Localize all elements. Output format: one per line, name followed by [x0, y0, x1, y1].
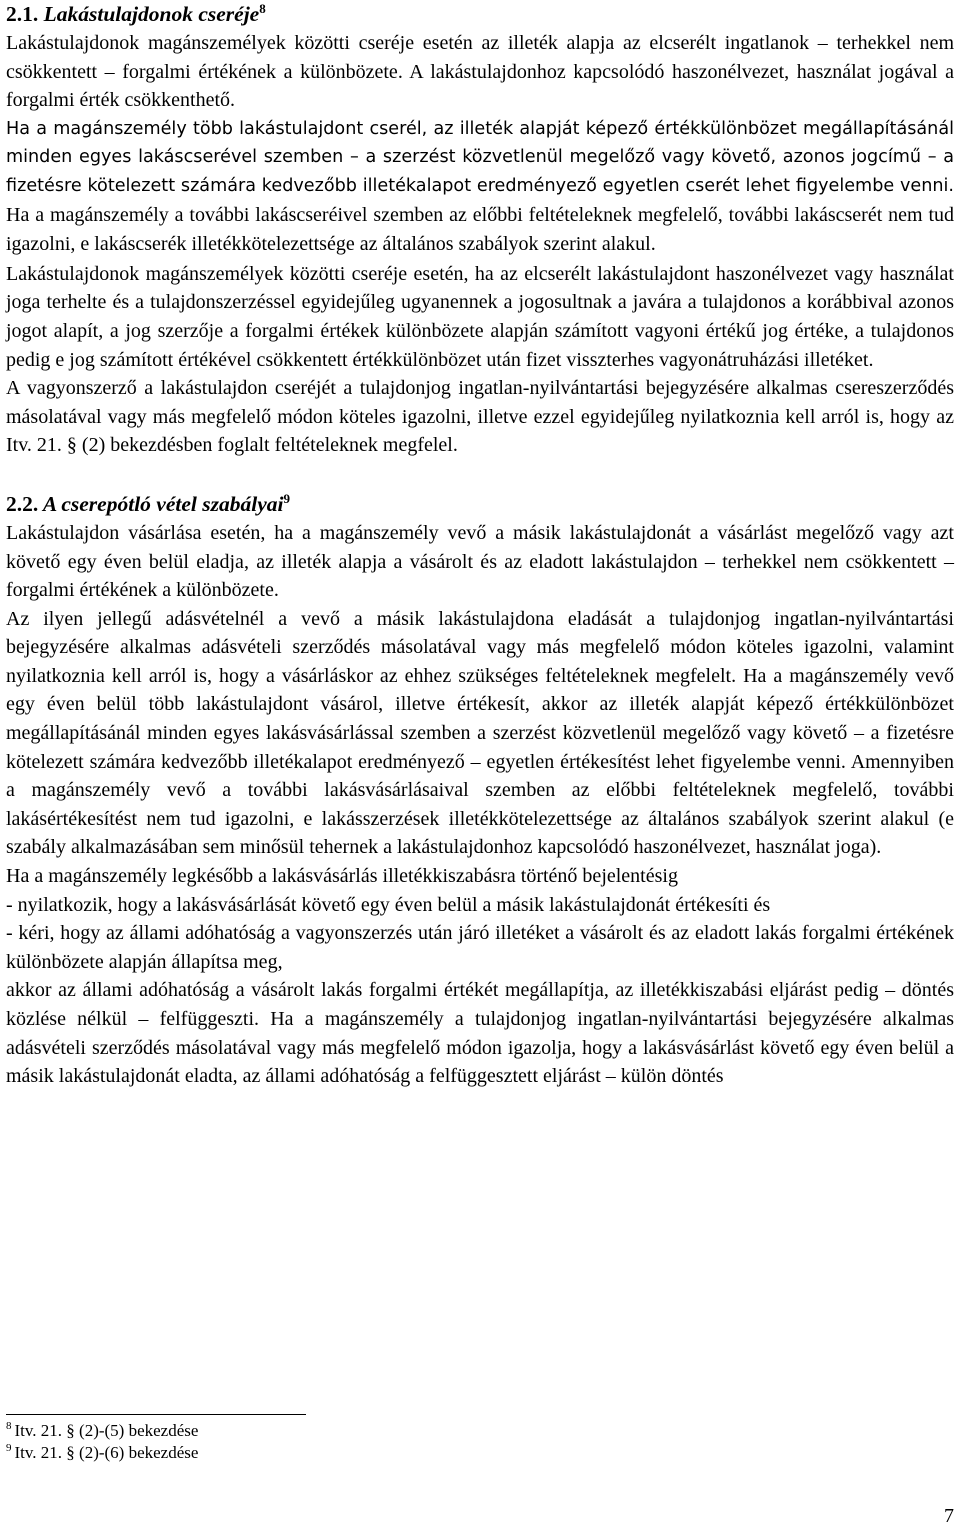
- sentence: Amennyiben a magánszemély vevő a további lakásvásárlásaival szemben az előbbi feltételeknek megfelelő, további lakásértékesítést nem tud igazolni, e lakásszerzések illetékkötelezettsége az általános szabályok szerint alakul (e szabály alkalmazásában sem minősül tehernek a lakástulajdonhoz kapcsolódó haszonélvezet, használat joga).: [6, 750, 954, 859]
- section-title: A cserepótló vétel szabályai: [42, 491, 284, 516]
- list-item: - kéri, hogy az állami adóhatóság a vagyonszerzés után járó illetéket a vásárolt és az eladott lakás forgalmi értékének különbözete alapján állapítsa meg,: [6, 922, 954, 973]
- section-number: 2.1.: [6, 2, 39, 26]
- sentence: Ha a magánszemély a további lakáscseréivel szemben az előbbi feltételeknek megfelelő, további lakáscserét nem tud igazolni, e lakáscserék illetékkötelezettsége az általános szabályok szerint alakul.: [6, 203, 954, 256]
- sentence: Ha a magánszemély vevő egy éven belül több lakástulajdont vásárol, illetve értékesít, akkor az illeték alapját képező értékkülönbözet megállapításánál minden egyes lakásvásárlással szemben a szerzést közvetlenül megelőző vagy követő – a fizetésre kötelezett számára kedvezőbb illetékalapot eredményező – egyetlen értékesítést lehet figyelembe venni.: [6, 664, 955, 773]
- sentence: Ha a magánszemély több lakástulajdont cserél, az illeték alapját képező értékkülönbözet megállapításánál minden egyes lakáscserével szemben – a szerzést közvetlenül megelőző vagy követő, azonos jogcímű – a fizetésre kötelezett számára kedvezőbb illetékalapot eredményező egyetlen cserét lehet figyelembe venni.: [6, 118, 954, 196]
- section-title: Lakástulajdonok cseréje: [43, 2, 260, 26]
- footnote-text: Itv. 21. § (2)-(5) bekezdése: [14, 1421, 199, 1440]
- paragraph: Lakástulajdonok magánszemélyek közötti cseréje esetén az illeték alapja az elcserélt ingatlanok – terhekkel nem csökkentett – forgalmi értékének a különbözete. A lakástulajdonhoz kapcsolódó haszonélvezet, használat jogával a forgalmi érték csökkenthető.: [6, 32, 954, 112]
- paragraph: Ha a magánszemély legkésőbb a lakásvásárlás illetékkiszabásra történő bejelentésig: [6, 865, 678, 888]
- sentence: Ha a magánszemély a tulajdonjog ingatlan-nyilvántartási bejegyzésére alkalmas adásvételi szerződés másolatával vagy más megfelelő módon igazolja, hogy a lakásvásárlást követő egy éven belül a másik lakástulajdonát eladta, az állami adóhatóság a felfüggesztett eljárást – külön döntés: [6, 1008, 954, 1088]
- footnotes: [6, 1420, 198, 1464]
- sentence: akkor az állami adóhatóság a vásárolt lakás forgalmi értékét megállapítja, az illetékkiszabási eljárást pedig – döntés közlése nélkül – felfüggeszti.: [6, 979, 954, 1030]
- footnote: [6, 1420, 198, 1442]
- paragraph: A vagyonszerző a lakástulajdon cseréjét a tulajdonjog ingatlan-nyilvántartási bejegyzésére alkalmas csereszerződés másolatával vagy más megfelelő módon köteles igazolni, illetve ezzel egyidejűleg nyilatkoznia kell arról is, hogy az Itv. 21. § (2) bekezdésben foglalt feltételeknek megfelel.: [6, 377, 954, 457]
- section-heading-2-2: [6, 490, 954, 519]
- paragraph: [6, 976, 954, 1090]
- paragraph: Lakástulajdon vásárlása esetén, ha a magánszemély vevő a másik lakástulajdonát a vásárlást megelőző vagy azt követő egy éven belül eladja, az illeték alapja a vásárolt és az eladott lakástulajdon – terhekkel nem csökkentett – forgalmi értékének a különbözete.: [6, 521, 954, 602]
- section-number: 2.2.: [6, 491, 39, 516]
- footnote-ref[interactable]: 8: [259, 0, 266, 16]
- document-page: [6, 0, 954, 1091]
- footnote: [6, 1442, 198, 1464]
- list-item: - nyilatkozik, hogy a lakásvásárlását követő egy éven belül a másik lakástulajdonát értékesíti és: [6, 893, 771, 916]
- footnote-divider: [6, 1414, 306, 1415]
- footnote-number: 9: [6, 1442, 12, 1455]
- section-heading-2-1: [6, 0, 954, 29]
- paragraph: Lakástulajdonok magánszemélyek közötti cseréje esetén, ha az elcserélt lakástulajdont haszonélvezet vagy használat joga terhelte és a tulajdonszerzéssel egyidejűleg ugyanennek a jogosultnak a javára a tulajdonos a korábbival azonos jogot alapít, a jog szerzője a forgalmi értékek különbözete alapján számított vagyoni értékű jog értéke, a tulajdonos pedig e jog számított értékével csökkentett értékkülönbözet után fizet visszterhes vagyonátruházási illetéket.: [6, 262, 954, 371]
- paragraph: [6, 115, 954, 260]
- footnote-text: Itv. 21. § (2)-(6) bekezdése: [14, 1443, 199, 1462]
- sentence: Az ilyen jellegű adásvételnél a vevő a másik lakástulajdona eladását a tulajdonjog ingatlan-nyilvántartási bejegyzésére alkalmas adásvételi szerződés másolatával vagy más megfelelő módon köteles igazolni, valamint nyilatkoznia kell arról is, hogy a vásárláskor az ehhez szükséges feltételeknek megfelelt.: [6, 607, 954, 687]
- footnote-ref[interactable]: 9: [283, 490, 290, 506]
- page-number: 7: [944, 1505, 954, 1527]
- paragraph: [6, 605, 954, 862]
- footnote-number: 8: [6, 1420, 12, 1433]
